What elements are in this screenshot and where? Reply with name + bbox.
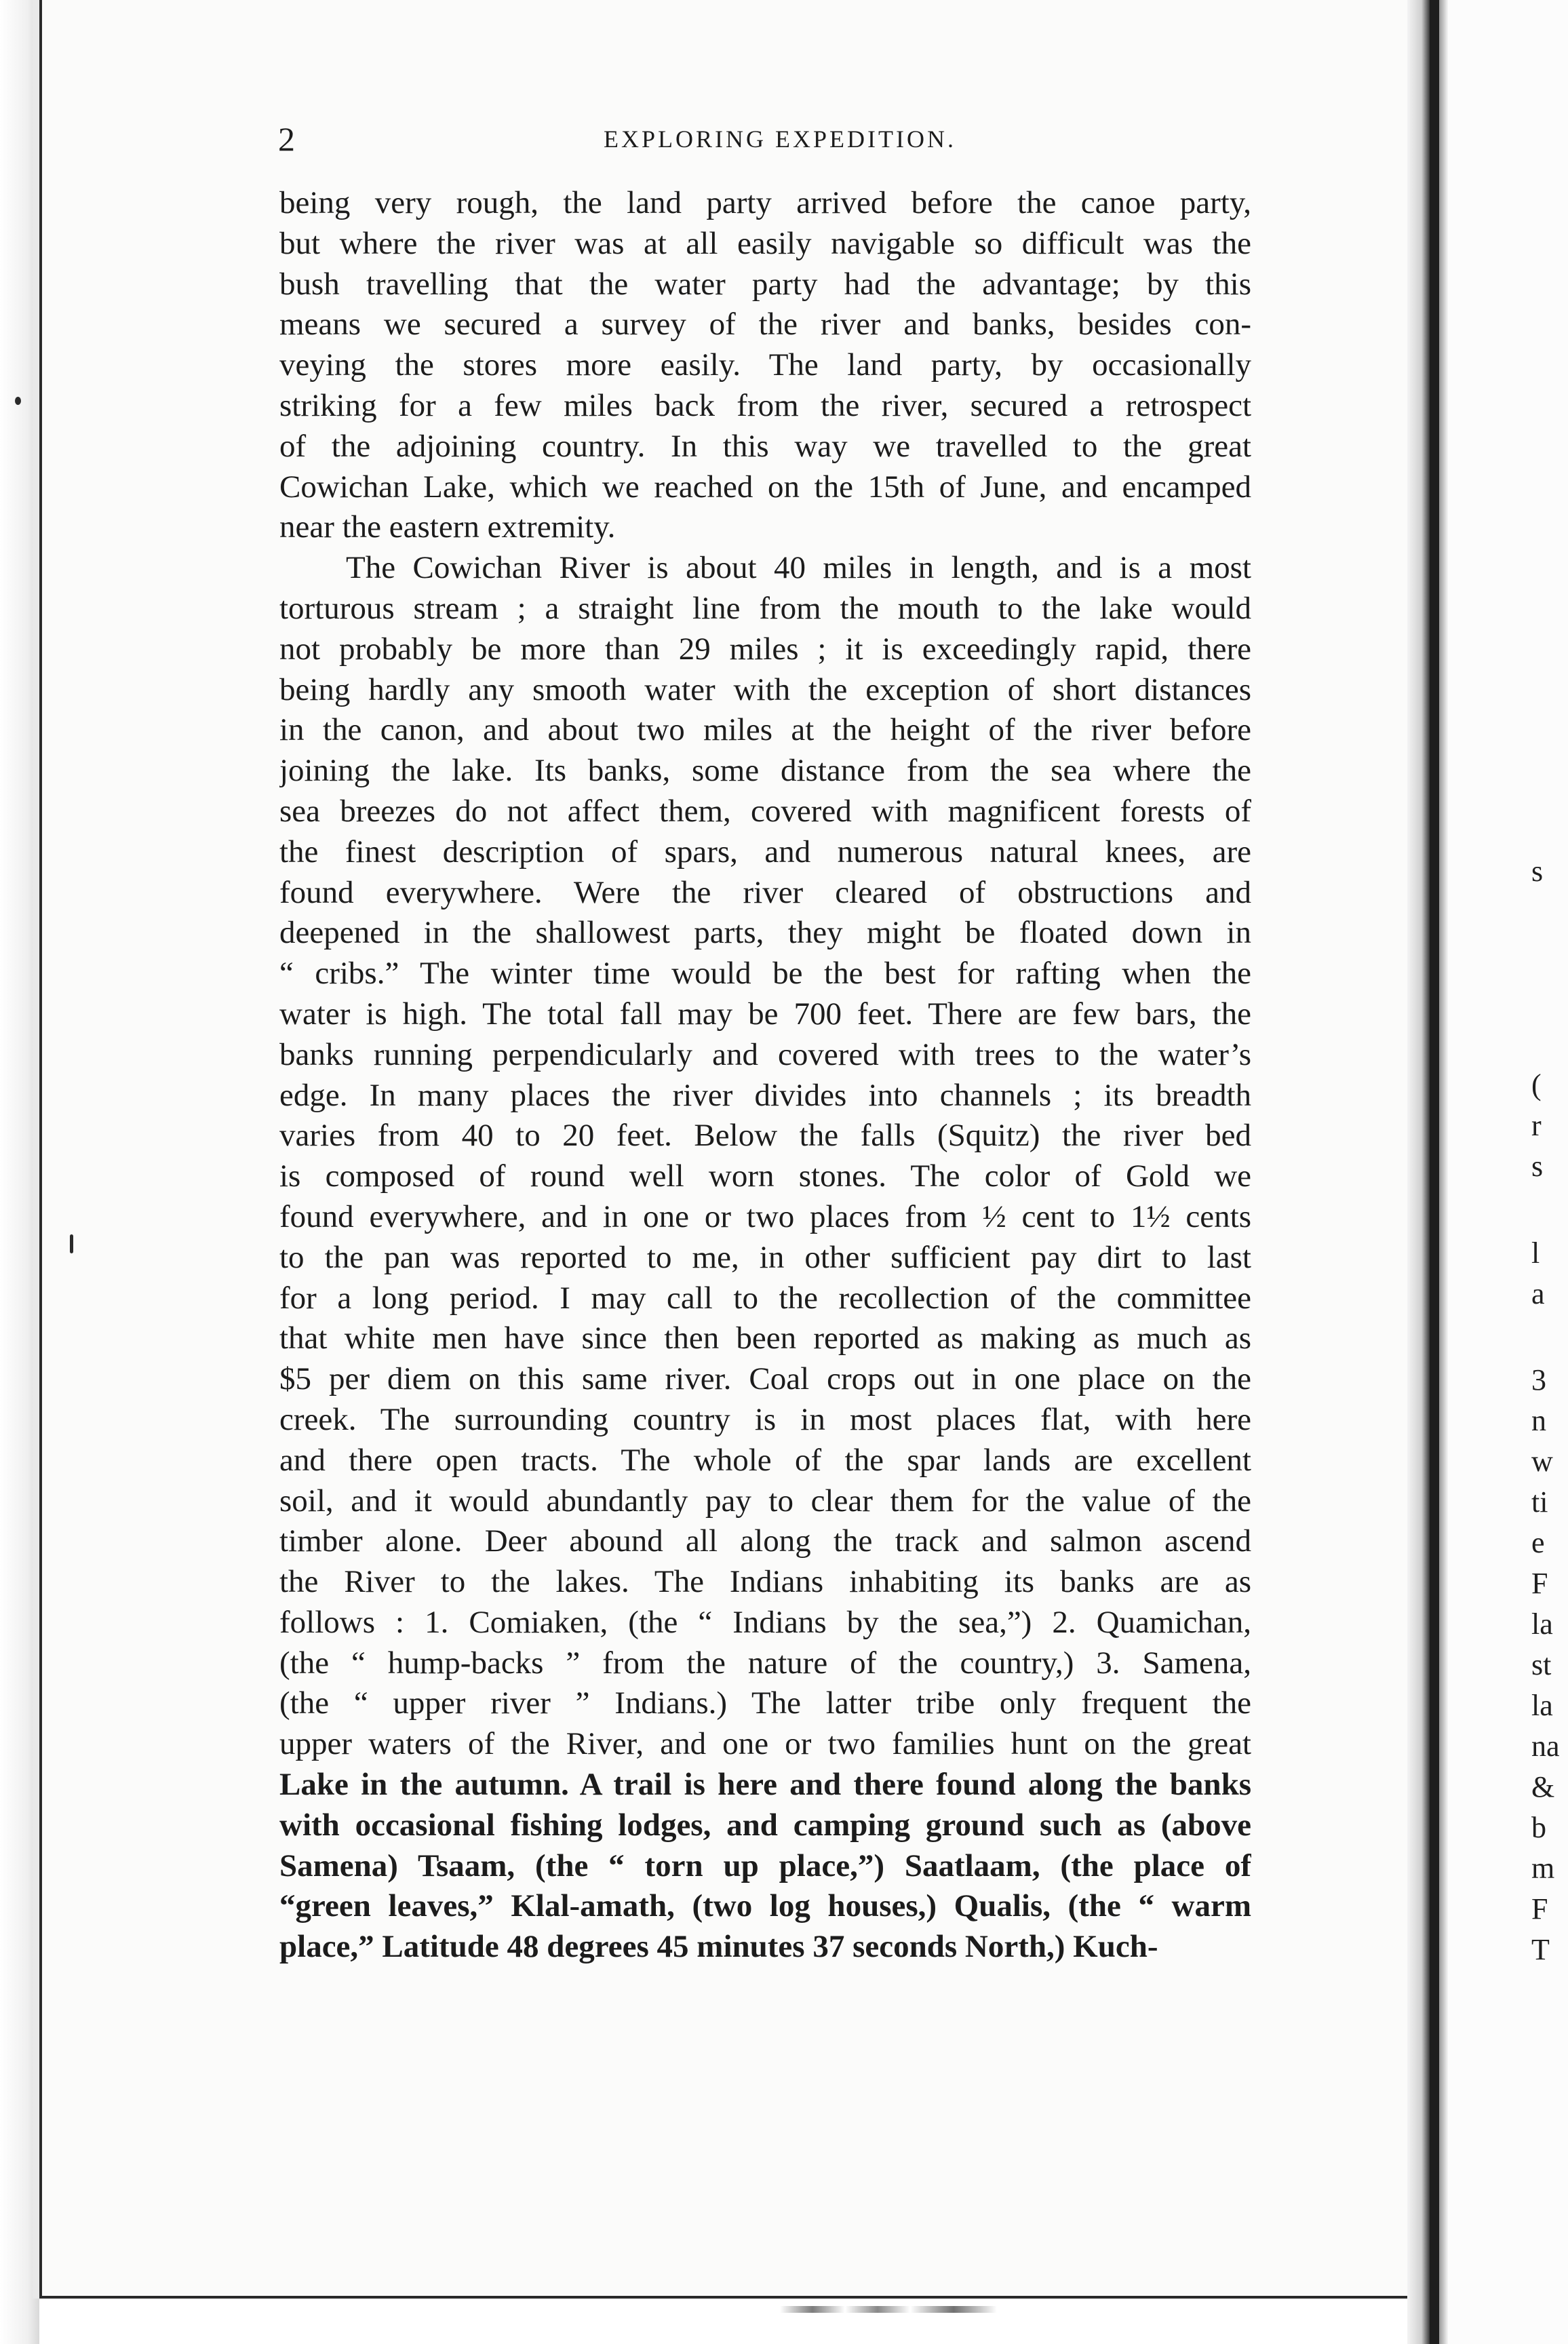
text-line: being very rough, the land party arrived before the canoe party, bbox=[279, 185, 1251, 220]
text-line: creek. The surrounding country is in most places flat, with here bbox=[279, 1401, 1251, 1437]
text-line: torturous stream ; a straight line from the mouth to the lake would bbox=[279, 590, 1251, 626]
text-line: varies from 40 to 20 feet. Below the falls (Squitz) the river bed bbox=[279, 1118, 1251, 1154]
text-line: to the pan was reported to me, in other sufficient pay dirt to last bbox=[279, 1239, 1251, 1275]
adjacent-page-fragment: s bbox=[1531, 855, 1544, 888]
adjacent-page-fragment: n bbox=[1531, 1404, 1546, 1437]
adjacent-page-text-fragments bbox=[1531, 0, 1568, 2344]
text-line: sea breezes do not affect them, covered with magnificent forests of bbox=[279, 793, 1251, 829]
adjacent-page-fragment: ti bbox=[1531, 1485, 1548, 1519]
text-line: in the canon, and about two miles at the height of the river before bbox=[279, 712, 1251, 748]
adjacent-page-fragment: F bbox=[1531, 1567, 1548, 1600]
scan-artifact bbox=[780, 2306, 997, 2313]
adjacent-page-fragment: na bbox=[1531, 1730, 1560, 1763]
text-line: found everywhere. Were the river cleared of obstructions and bbox=[279, 874, 1251, 910]
text-line: place,” Latitude 48 degrees 45 minutes 37 seconds North,) Kuch- bbox=[279, 1929, 1158, 1965]
page-header bbox=[278, 112, 1255, 166]
adjacent-page-fragment: st bbox=[1531, 1648, 1552, 1681]
text-line: timber alone. Deer abound all along the track and salmon ascend bbox=[279, 1523, 1251, 1559]
text-line: Cowichan Lake, which we reached on the 15th of June, and encamped bbox=[279, 469, 1251, 505]
text-line: the finest description of spars, and numerous natural knees, are bbox=[279, 834, 1251, 870]
text-line: (the “ hump-backs ” from the nature of the country,) 3. Samena, bbox=[279, 1645, 1251, 1681]
text-line: with occasional fishing lodges, and camping ground such as (above bbox=[279, 1807, 1251, 1843]
text-line: near the eastern extremity. bbox=[279, 509, 616, 545]
text-line: edge. In many places the river divides into channels ; its breadth bbox=[279, 1077, 1251, 1113]
text-line: the River to the lakes. The Indians inhabiting its banks are as bbox=[279, 1564, 1251, 1600]
adjacent-page-fragment: w bbox=[1531, 1445, 1553, 1478]
text-line: upper waters of the River, and one or two families hunt on the great bbox=[279, 1726, 1251, 1762]
adjacent-page-fragment: F bbox=[1531, 1892, 1548, 1926]
text-line: Samena) Tsaam, (the “ torn up place,”) Saatlaam, (the place of bbox=[279, 1848, 1251, 1883]
running-head: EXPLORING EXPEDITION. bbox=[604, 125, 956, 153]
adjacent-page-fragment: & bbox=[1531, 1770, 1555, 1803]
adjacent-page-fragment: e bbox=[1531, 1526, 1545, 1559]
scan-speck bbox=[70, 1234, 73, 1253]
adjacent-page-fragment: m bbox=[1531, 1852, 1555, 1885]
text-line: and there open tracts. The whole of the spar lands are excellent bbox=[279, 1442, 1251, 1478]
adjacent-page-fragment: l bbox=[1531, 1236, 1540, 1270]
text-line: Lake in the autumn. A trail is here and there found along the banks bbox=[279, 1767, 1251, 1803]
adjacent-page-fragment: b bbox=[1531, 1811, 1546, 1844]
adjacent-page-fragment: r bbox=[1531, 1109, 1542, 1142]
text-line: $5 per diem on this same river. Coal crops out in one place on the bbox=[279, 1361, 1251, 1397]
text-line: is composed of round well worn stones. The color of Gold we bbox=[279, 1158, 1251, 1194]
text-line: for a long period. I may call to the recollection of the committee bbox=[279, 1280, 1251, 1316]
page-number: 2 bbox=[278, 120, 295, 158]
text-line: (the “ upper river ” Indians.) The latter tribe only frequent the bbox=[279, 1685, 1251, 1721]
scan-speck bbox=[15, 397, 21, 405]
text-line: means we secured a survey of the river and banks, besides con- bbox=[279, 307, 1251, 343]
adjacent-page-fragment: T bbox=[1531, 1933, 1550, 1966]
text-line: “ cribs.” The winter time would be the best for rafting when the bbox=[279, 956, 1251, 992]
text-line: banks running perpendicularly and covered with trees to the water’s bbox=[279, 1036, 1251, 1072]
adjacent-page-fragment: la bbox=[1531, 1689, 1553, 1722]
text-line: water is high. The total fall may be 700 feet. There are few bars, the bbox=[279, 996, 1251, 1032]
body-text bbox=[279, 183, 1251, 1968]
text-line: but where the river was at all easily navigable so difficult was the bbox=[279, 225, 1251, 261]
text-line: found everywhere, and in one or two places from ½ cent to 1½ cents bbox=[279, 1198, 1251, 1234]
scan-left-margin bbox=[0, 0, 39, 2344]
text-line: striking for a few miles back from the river, secured a retrospect bbox=[279, 387, 1251, 423]
text-line: not probably be more than 29 miles ; it is exceedingly rapid, there bbox=[279, 631, 1251, 667]
adjacent-page-fragment: la bbox=[1531, 1607, 1553, 1641]
gutter-shadow bbox=[1430, 0, 1439, 2344]
text-line: that white men have since then been reported as making as much as bbox=[279, 1321, 1251, 1356]
adjacent-page-fragment: ( bbox=[1531, 1068, 1542, 1101]
text-line: soil, and it would abundantly pay to clear them for the value of the bbox=[279, 1483, 1251, 1519]
text-line: deepened in the shallowest parts, they might be floated down in bbox=[279, 915, 1251, 951]
adjacent-page-fragment: s bbox=[1531, 1150, 1544, 1183]
text-line: of the adjoining country. In this way we travelled to the great bbox=[279, 428, 1251, 464]
adjacent-page-fragment: 3 bbox=[1531, 1363, 1546, 1396]
text-line: bush travelling that the water party had the advantage; by this bbox=[279, 266, 1251, 302]
book-gutter bbox=[1407, 0, 1448, 2344]
text-line: follows : 1. Comiaken, (the “ Indians by the sea,”) 2. Quamichan, bbox=[279, 1604, 1251, 1640]
text-line: veying the stores more easily. The land party, by occasionally bbox=[279, 347, 1251, 383]
text-line: joining the lake. Its banks, some distance from the sea where the bbox=[279, 753, 1251, 789]
text-line: The Cowichan River is about 40 miles in length, and is a most bbox=[346, 550, 1251, 586]
text-line: being hardly any smooth water with the exception of short distances bbox=[279, 671, 1251, 707]
text-line: “green leaves,” Klal-amath, (two log houses,) Qualis, (the “ warm bbox=[279, 1888, 1251, 1924]
adjacent-page-fragment: a bbox=[1531, 1277, 1545, 1310]
